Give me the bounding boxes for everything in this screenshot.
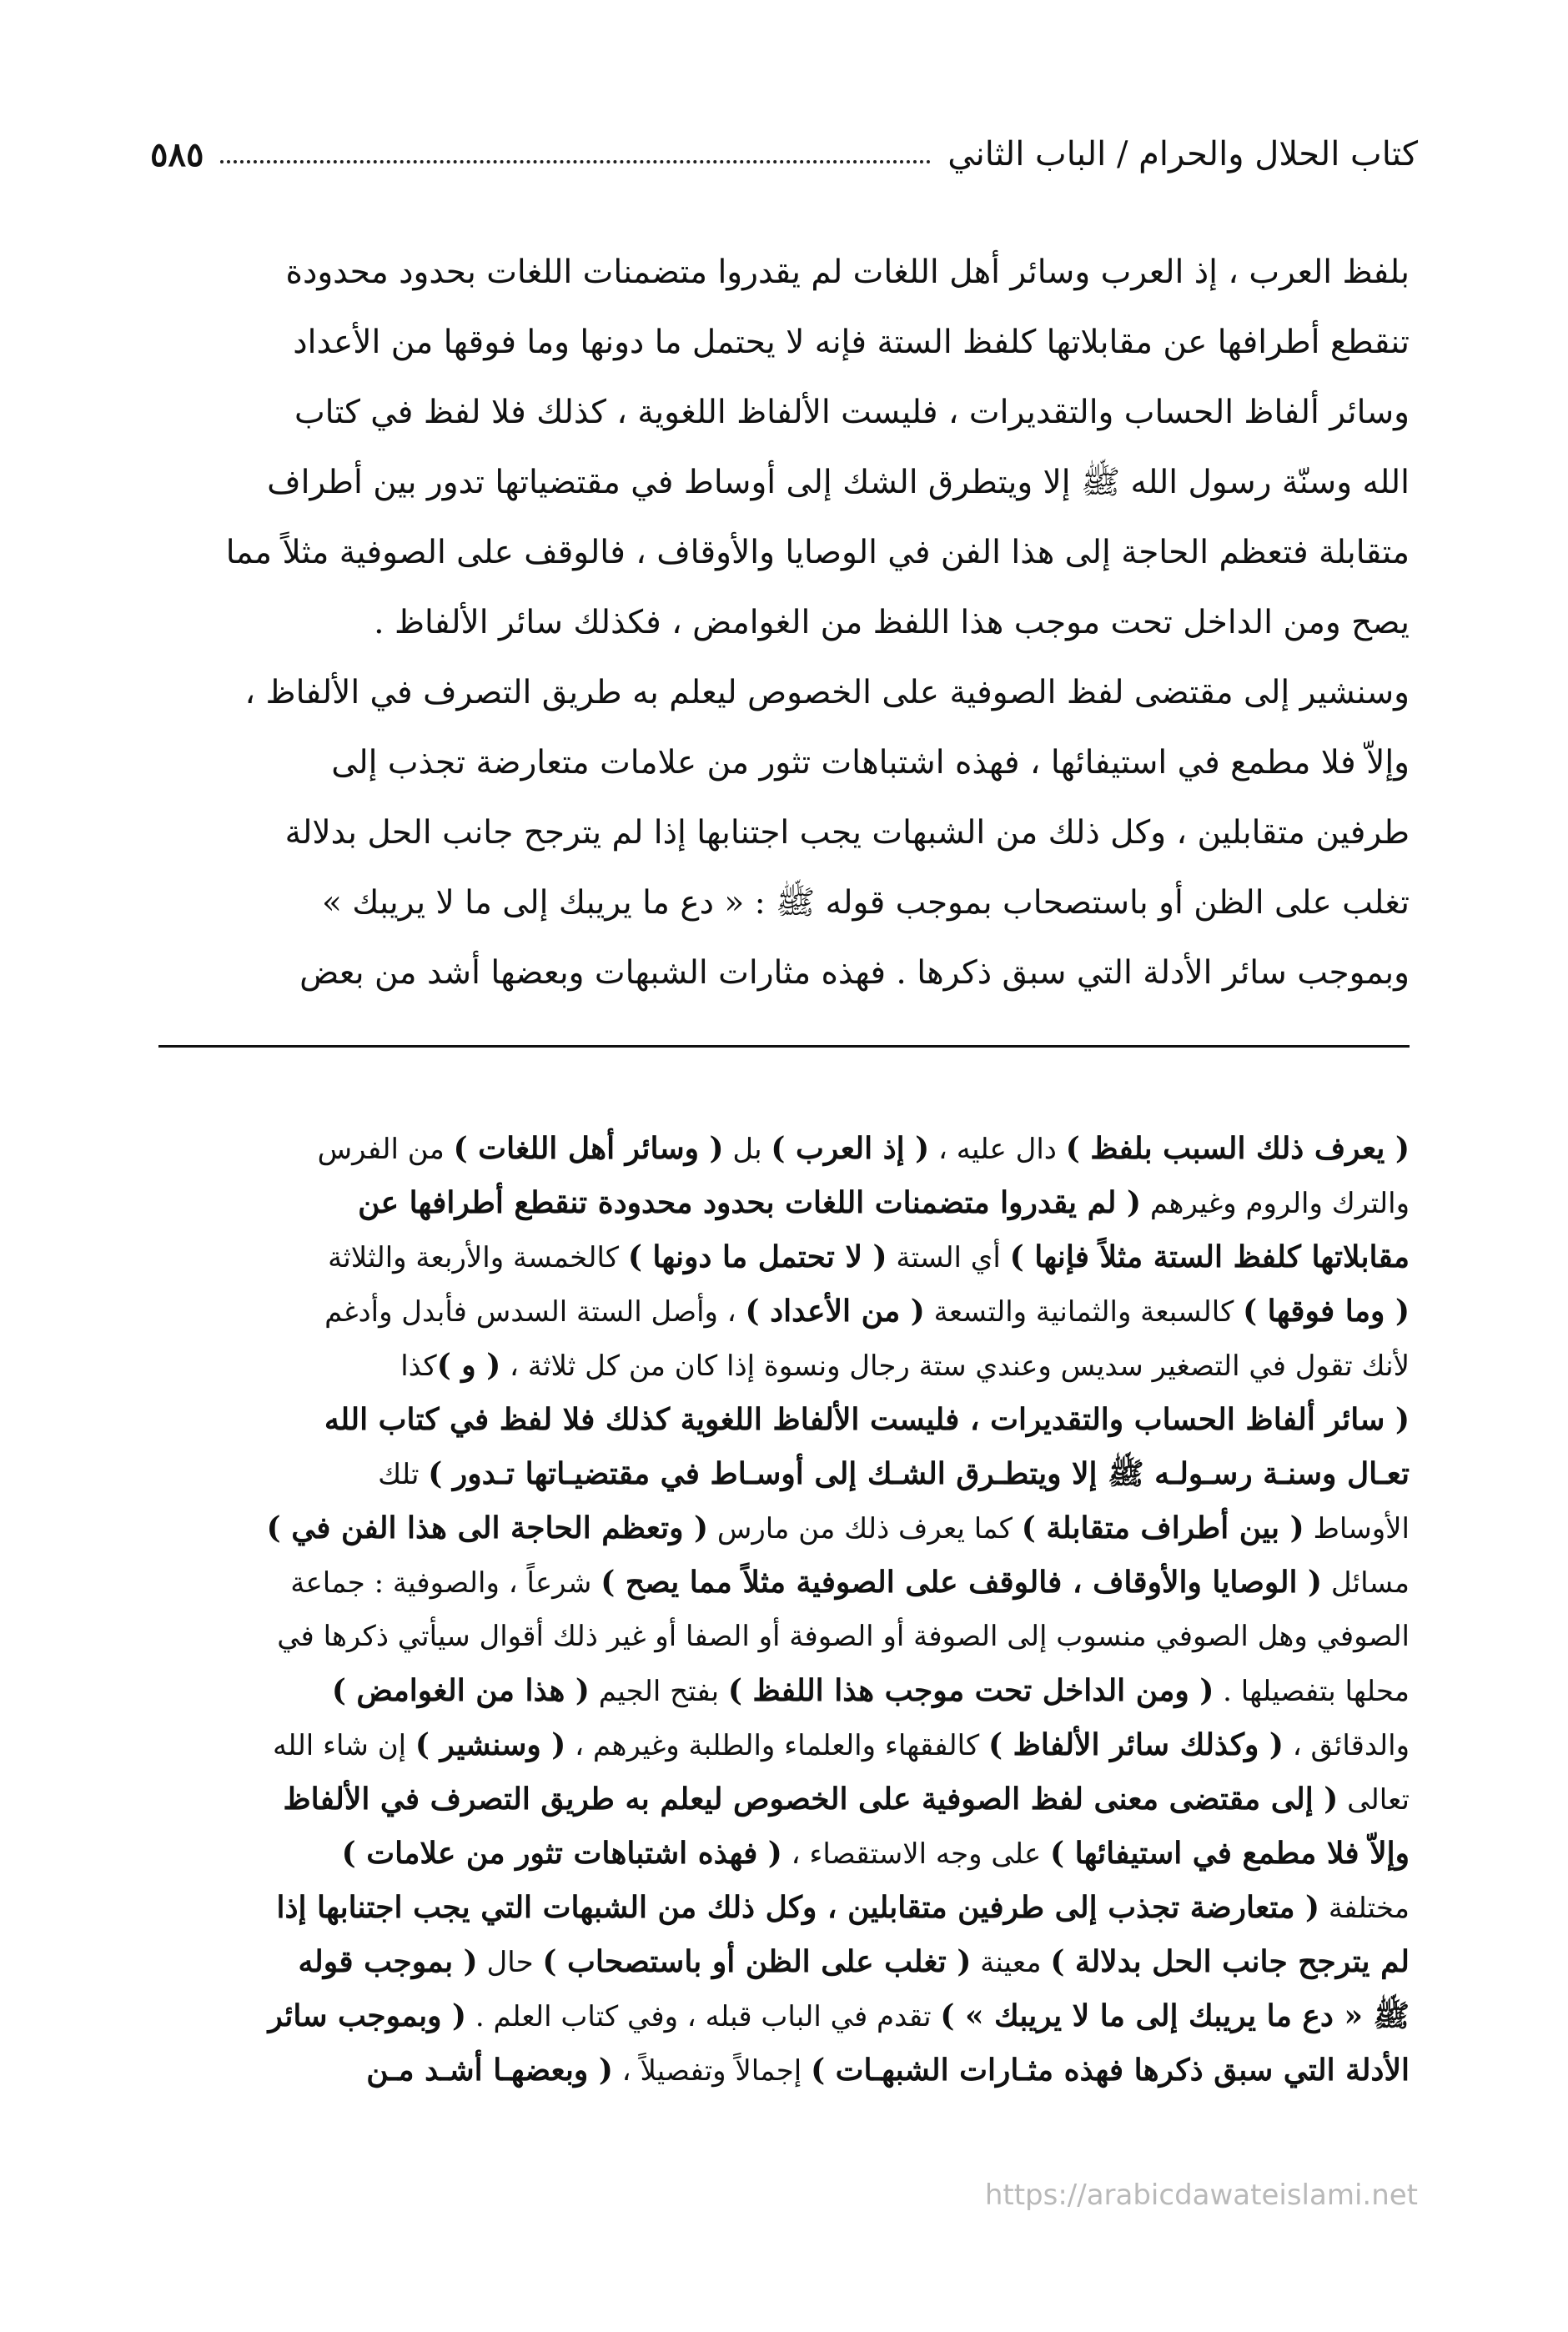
commentary-quoted-text: ( تغلب على الظن أو باستصحاب ): [542, 1944, 972, 1979]
commentary-quoted-text: ( متعارضة تجذب إلى طرفين متقابلين ، وكل ذلك من الشبهات التي يجب اجتنابها إذا: [276, 1890, 1320, 1925]
commentary-quoted-text: ( وبعضهـا أشـد مـن: [366, 2053, 613, 2088]
commentary-explanation-text: بفتح الجيم: [589, 1675, 728, 1708]
commentary-quoted-text: ( إذ العرب ): [771, 1131, 930, 1166]
main-text-line: طرفين متقابلين ، وكل ذلك من الشبهات يجب اجتنابها إذا لم يترجح جانب الحل بدلالة: [284, 814, 1410, 852]
commentary-explanation-text: كالفقهاء والعلماء والطلبة وغيرهم ،: [565, 1729, 988, 1762]
commentary-line: [158, 1989, 1410, 2043]
commentary-explanation-text: حال: [477, 1946, 543, 1979]
main-text-line: الله وسنّة رسول الله ﷺ إلا ويتطرق الشك إلى أوساط في مقتضياتها تدور بين أطراف: [267, 464, 1410, 501]
commentary-explanation-text: من الفرس: [317, 1133, 454, 1166]
commentary-quoted-text: الأدلة التي سبق ذكرها فهذه مثـارات الشبهـات ): [811, 2053, 1410, 2088]
commentary-quoted-text: مقابلاتها كلفظ الستة مثلاً فإنها ): [1009, 1239, 1410, 1274]
commentary-explanation-text: والدقائق ،: [1283, 1729, 1410, 1762]
commentary-explanation-text: محلها بتفصيلها .: [1214, 1675, 1410, 1708]
commentary-explanation-text: تلك: [378, 1458, 429, 1491]
main-text-line: وإلاّ فلا مطمع في استيفائها ، فهذه اشتباهات تثور من علامات متعارضة تجذب إلى: [331, 744, 1410, 782]
commentary-quoted-text: لم يترجح جانب الحل بدلالة ): [1050, 1944, 1410, 1979]
commentary-quoted-text: ( بموجب قوله: [298, 1944, 478, 1979]
header-title: كتاب الحلال والحرام / الباب الثاني: [947, 135, 1418, 173]
commentary-line: [158, 1664, 1410, 1718]
running-header: [150, 125, 1418, 183]
commentary-line: [158, 1393, 1410, 1447]
commentary-line: [158, 1230, 1410, 1284]
commentary-explanation-text: إجمالاً وتفصيلاً ،: [612, 2054, 812, 2088]
commentary-quoted-text: ( بين أطراف متقابلة ): [1021, 1510, 1304, 1545]
main-text-line: تنقطع أطرافها عن مقابلاتها كلفظ الستة فإنه لا يحتمل ما دونها وما فوقها من الأعداد: [293, 324, 1410, 361]
commentary-quoted-text: ( وتعظم الحاجة الى هذا الفن في ): [266, 1510, 709, 1545]
commentary-line: [158, 1827, 1410, 1881]
commentary-explanation-text: كما يعرف ذلك من مارس: [708, 1512, 1022, 1545]
header-leader-dots: [220, 160, 931, 163]
commentary-explanation-text: والترك والروم وغيرهم: [1141, 1187, 1410, 1220]
commentary-quoted-text: ( لا تحتمل ما دونها ): [627, 1239, 887, 1274]
commentary-quoted-text: ( وما فوقها ): [1243, 1294, 1410, 1329]
commentary-line: [158, 1718, 1410, 1772]
commentary-explanation-text: مختلفة: [1319, 1892, 1410, 1925]
commentary-quoted-text: ( الوصايا والأوقاف ، فالوقف على الصوفية مثلاً مما يصح ): [601, 1565, 1323, 1600]
commentary-line: [158, 1176, 1410, 1230]
commentary-quoted-text: ( وبموجب سائر: [268, 1998, 467, 2033]
commentary-explanation-text: معينة: [971, 1946, 1051, 1979]
commentary-explanation-text: كذا: [400, 1349, 437, 1383]
commentary-explanation-text: تقدم في الباب قبله ، وفي كتاب العلم .: [466, 2000, 941, 2033]
commentary-block: [158, 1122, 1410, 2098]
commentary-line: [158, 1339, 1410, 1393]
commentary-quoted-text: ( وكذلك سائر الألفاظ ): [988, 1727, 1284, 1762]
commentary-explanation-text: كالخمسة والأربعة والثلاثة: [328, 1241, 628, 1274]
commentary-explanation-text: شرعاً ، والصوفية : جماعة: [290, 1566, 601, 1600]
commentary-line: [158, 1284, 1410, 1339]
commentary-line: [158, 1610, 1410, 1664]
commentary-quoted-text: تعـال وسنـة رسـولـه ﷺ إلا ويتطـرق الشـك إلى أوسـاط في مقتضيـاتها تـدور ): [428, 1456, 1410, 1491]
main-text-line: وبموجب سائر الأدلة التي سبق ذكرها . فهذه مثارات الشبهات وبعضها أشد من بعض: [299, 954, 1410, 992]
commentary-quoted-text: ( من الأعداد ): [745, 1294, 925, 1329]
main-text-line: تغلب على الظن أو باستصحاب بموجب قوله ﷺ : « دع ما يريبك إلى ما لا يريبك »: [321, 884, 1410, 922]
commentary-quoted-text: ﷺ « دع ما يريبك إلى ما لا يريبك » ): [940, 1998, 1410, 2033]
commentary-line: [158, 2043, 1410, 2098]
page-number: ٥٨٥: [150, 134, 204, 174]
commentary-quoted-text: ( ومن الداخل تحت موجب هذا اللفظ ): [727, 1673, 1214, 1708]
commentary-line: [158, 1122, 1410, 1176]
main-text-line: وسنشير إلى مقتضى لفظ الصوفية على الخصوص ليعلم به طريق التصرف في الألفاظ ،: [244, 674, 1410, 711]
commentary-quoted-text: ( فهذه اشتباهات تثور من علامات ): [341, 1836, 782, 1871]
commentary-explanation-text: أي الستة: [887, 1241, 1010, 1274]
commentary-quoted-text: ( يعرف ذلك السبب بلفظ ): [1065, 1131, 1410, 1166]
commentary-explanation-text: إن شاء الله: [272, 1729, 415, 1762]
commentary-explanation-text: بل: [723, 1133, 771, 1166]
commentary-line: [158, 1556, 1410, 1610]
commentary-line: [158, 1772, 1410, 1827]
commentary-explanation-text: الأوساط: [1304, 1512, 1410, 1545]
watermark-url: https://arabicdawateislami.net: [984, 2179, 1418, 2212]
commentary-explanation-text: تعالى: [1338, 1783, 1410, 1817]
commentary-quoted-text: ( وسائر أهل اللغات ): [453, 1131, 724, 1166]
commentary-line: [158, 1501, 1410, 1556]
commentary-explanation-text: مسائل: [1322, 1566, 1410, 1600]
main-text-line: متقابلة فتعظم الحاجة إلى هذا الفن في الوصايا والأوقاف ، فالوقف على الصوفية مثلاً مما: [225, 534, 1410, 571]
commentary-quoted-text: ( و ): [436, 1348, 501, 1383]
commentary-explanation-text: لأنك تقول في التصغير سديس وعندي ستة رجال ونسوة إذا كان من كل ثلاثة ،: [500, 1349, 1410, 1383]
footnote-divider: [158, 1045, 1410, 1048]
commentary-quoted-text: ( لم يقدروا متضمنات اللغات بحدود محدودة تنقطع أطرافها عن: [358, 1185, 1142, 1220]
commentary-explanation-text: ، وأصل الستة السدس فأبدل وأدغم: [324, 1295, 746, 1329]
commentary-explanation-text: كالسبعة والثمانية والتسعة: [924, 1295, 1244, 1329]
commentary-quoted-text: ( سائر ألفاظ الحساب والتقديرات ، فليست الألفاظ اللغوية كذلك فلا لفظ في كتاب الله: [324, 1402, 1410, 1437]
main-text-line: يصح ومن الداخل تحت موجب هذا اللفظ من الغوامض ، فكذلك سائر الألفاظ .: [374, 604, 1410, 641]
commentary-line: [158, 1935, 1410, 1989]
commentary-explanation-text: على وجه الاستقصاء ،: [781, 1837, 1051, 1871]
commentary-quoted-text: ( إلى مقتضى معنى لفظ الصوفية على الخصوص ليعلم به طريق التصرف في الألفاظ: [283, 1782, 1339, 1817]
commentary-line: [158, 1447, 1410, 1501]
main-text-line: بلفظ العرب ، إذ العرب وسائر أهل اللغات لم يقدروا متضمنات اللغات بحدود محدودة: [285, 254, 1410, 291]
commentary-quoted-text: ( هذا من الغوامض ): [331, 1673, 590, 1708]
main-text-block: [158, 238, 1410, 1008]
commentary-line: [158, 1881, 1410, 1935]
main-text-line: وسائر ألفاظ الحساب والتقديرات ، فليست الألفاظ اللغوية ، كذلك فلا لفظ في كتاب: [294, 394, 1410, 431]
commentary-quoted-text: وإلاّ فلا مطمع في استيفائها ): [1050, 1836, 1410, 1871]
commentary-explanation-text: دال عليه ،: [929, 1133, 1066, 1166]
commentary-quoted-text: ( وسنشير ): [415, 1727, 566, 1762]
commentary-explanation-text: الصوفي وهل الصوفي منسوب إلى الصوفة أو الصوفة أو الصفا أو غير ذلك أقوال سيأتي ذكرها في: [277, 1620, 1410, 1653]
